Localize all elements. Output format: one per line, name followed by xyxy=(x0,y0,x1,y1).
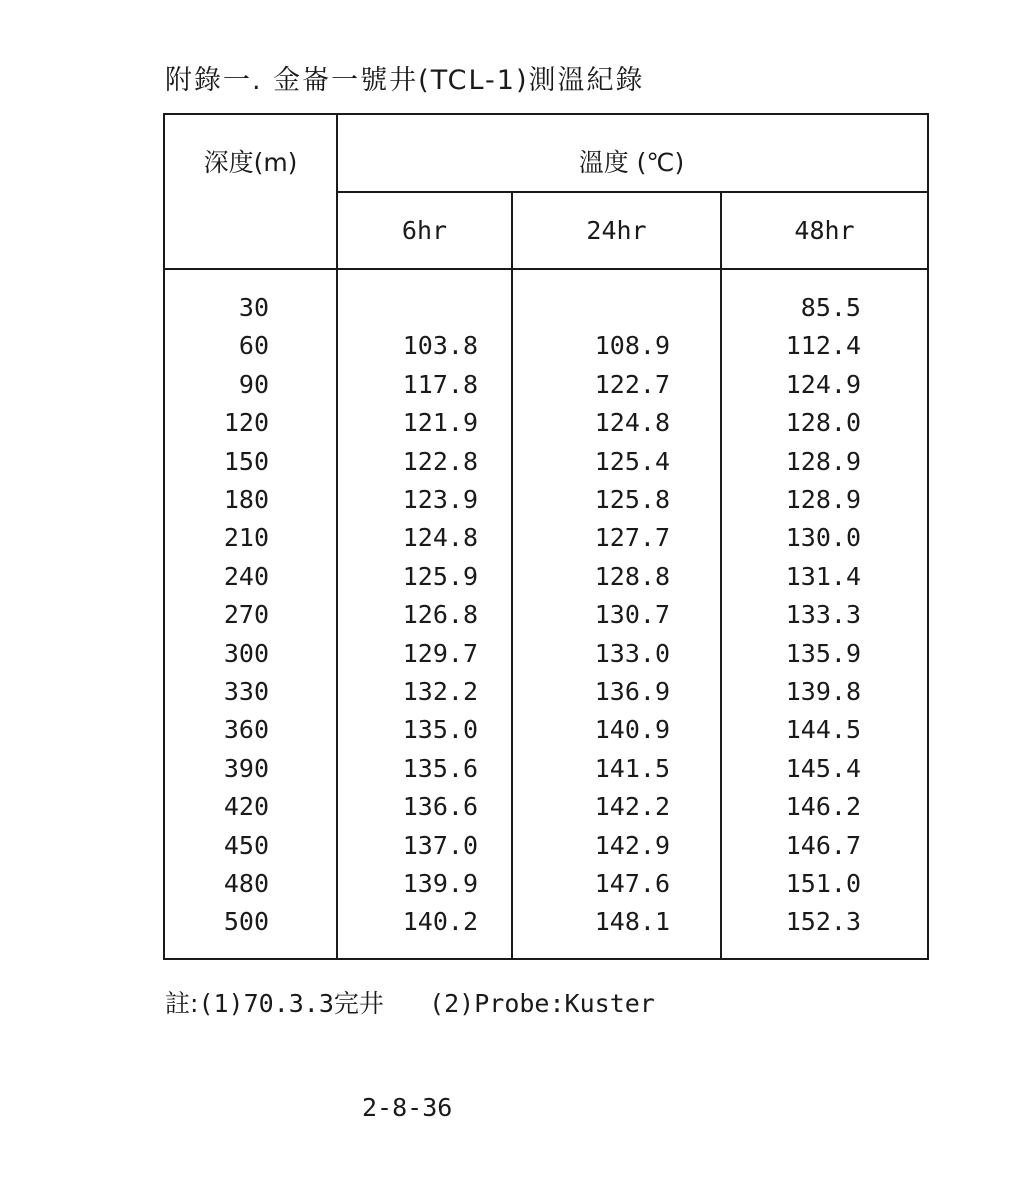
temp-24hr-cell: 127.7 xyxy=(594,523,670,553)
temp-6hr-cell: 125.9 xyxy=(402,561,478,591)
temp-48hr-cell: 135.9 xyxy=(785,638,861,668)
temp-6hr-cell: 135.6 xyxy=(402,753,478,783)
depth-cell: 30 xyxy=(238,293,269,322)
document-title: 附錄一. 金崙一號井(TCL-1)測溫紀錄 xyxy=(165,65,645,96)
column-header-48hr: 48hr xyxy=(794,216,855,245)
temp-6hr-cell: 123.9 xyxy=(402,485,478,514)
depth-cell: 150 xyxy=(223,446,269,476)
temp-24hr-cell: 122.7 xyxy=(594,369,670,399)
temp-6hr-cell: 139.9 xyxy=(402,869,478,898)
table-row xyxy=(165,831,927,869)
temp-6hr-cell: 122.8 xyxy=(402,446,478,476)
footnote-prefix: 註: xyxy=(165,989,199,1018)
temp-48hr-cell: 133.3 xyxy=(785,600,861,630)
temp-6hr-cell: 129.7 xyxy=(402,638,478,668)
table-row xyxy=(165,370,927,408)
temperature-table xyxy=(163,113,929,960)
table-row xyxy=(165,715,927,753)
temp-24hr-cell: 141.5 xyxy=(594,753,670,783)
depth-cell: 500 xyxy=(223,907,269,937)
table-divider-header-body xyxy=(165,268,927,270)
temp-6hr-cell: 126.8 xyxy=(402,600,478,630)
temp-48hr-cell: 152.3 xyxy=(785,907,861,937)
temp-24hr-cell: 128.8 xyxy=(594,561,670,591)
table-row xyxy=(165,447,927,485)
table-row xyxy=(165,485,927,523)
table-row xyxy=(165,792,927,830)
depth-cell: 360 xyxy=(223,715,269,745)
table-row xyxy=(165,408,927,446)
temp-48hr-cell: 145.4 xyxy=(785,753,861,783)
temp-6hr-cell: 103.8 xyxy=(402,331,478,361)
temp-48hr-cell: 128.0 xyxy=(785,408,861,438)
temp-48hr-cell: 151.0 xyxy=(785,869,861,898)
temp-6hr-cell: 124.8 xyxy=(402,523,478,553)
temp-48hr-cell: 146.2 xyxy=(785,792,861,822)
table-row xyxy=(165,639,927,677)
table-row xyxy=(165,754,927,792)
depth-cell: 90 xyxy=(238,369,269,399)
page-number: 2-8-36 xyxy=(362,1093,453,1122)
temp-24hr-cell: 136.9 xyxy=(594,677,670,706)
table-divider-header-sub xyxy=(336,191,927,193)
temp-6hr-cell: 135.0 xyxy=(402,715,478,745)
footnote-item-1-text: 完井 xyxy=(333,989,384,1018)
table-row xyxy=(165,293,927,331)
footnote-item-2: (2)Probe:Kuster xyxy=(429,989,655,1018)
temp-24hr-cell: 142.2 xyxy=(594,792,670,822)
temp-24hr-cell: 148.1 xyxy=(594,907,670,937)
depth-cell: 270 xyxy=(223,600,269,630)
temp-24hr-cell: 125.8 xyxy=(594,485,670,514)
temp-24hr-cell: 124.8 xyxy=(594,408,670,438)
column-header-24hr: 24hr xyxy=(586,216,647,245)
footnote-item-1-date: (1)70.3.3 xyxy=(198,989,334,1018)
table-row xyxy=(165,523,927,561)
temp-48hr-cell: 146.7 xyxy=(785,830,861,860)
table-row xyxy=(165,869,927,907)
depth-column-header: 深度(m) xyxy=(203,148,298,177)
depth-cell: 390 xyxy=(223,753,269,783)
temperature-column-header: 溫度 (℃) xyxy=(578,148,685,177)
column-header-6hr: 6hr xyxy=(401,216,448,245)
temp-6hr-cell: 140.2 xyxy=(402,907,478,937)
temp-48hr-cell: 131.4 xyxy=(785,561,861,591)
depth-cell: 120 xyxy=(223,408,269,438)
temp-48hr-cell: 139.8 xyxy=(785,677,861,706)
temp-24hr-cell: 133.0 xyxy=(594,638,670,668)
temp-24hr-cell: 147.6 xyxy=(594,869,670,898)
temp-48hr-cell: 85.5 xyxy=(800,293,861,322)
depth-cell: 330 xyxy=(223,677,269,706)
depth-cell: 420 xyxy=(223,792,269,822)
footnote xyxy=(165,984,655,1020)
depth-cell: 480 xyxy=(223,869,269,898)
temp-6hr-cell: 117.8 xyxy=(402,369,478,399)
table-row xyxy=(165,677,927,715)
temp-6hr-cell: 132.2 xyxy=(402,677,478,706)
temp-48hr-cell: 128.9 xyxy=(785,446,861,476)
temp-24hr-cell: 108.9 xyxy=(594,331,670,361)
temp-24hr-cell: 130.7 xyxy=(594,600,670,630)
temp-48hr-cell: 112.4 xyxy=(785,331,861,361)
temp-48hr-cell: 128.9 xyxy=(785,485,861,514)
temp-6hr-cell: 121.9 xyxy=(402,408,478,438)
temp-24hr-cell: 125.4 xyxy=(594,446,670,476)
temp-6hr-cell: 136.6 xyxy=(402,792,478,822)
depth-cell: 60 xyxy=(238,331,269,361)
temp-24hr-cell: 142.9 xyxy=(594,830,670,860)
table-row xyxy=(165,600,927,638)
table-row xyxy=(165,331,927,369)
table-row xyxy=(165,907,927,945)
temp-6hr-cell: 137.0 xyxy=(402,830,478,860)
temp-48hr-cell: 144.5 xyxy=(785,715,861,745)
depth-cell: 180 xyxy=(223,485,269,514)
depth-cell: 300 xyxy=(223,638,269,668)
depth-cell: 210 xyxy=(223,523,269,553)
depth-cell: 450 xyxy=(223,830,269,860)
temp-48hr-cell: 130.0 xyxy=(785,523,861,553)
depth-cell: 240 xyxy=(223,561,269,591)
table-row xyxy=(165,562,927,600)
temp-48hr-cell: 124.9 xyxy=(785,369,861,399)
temp-24hr-cell: 140.9 xyxy=(594,715,670,745)
